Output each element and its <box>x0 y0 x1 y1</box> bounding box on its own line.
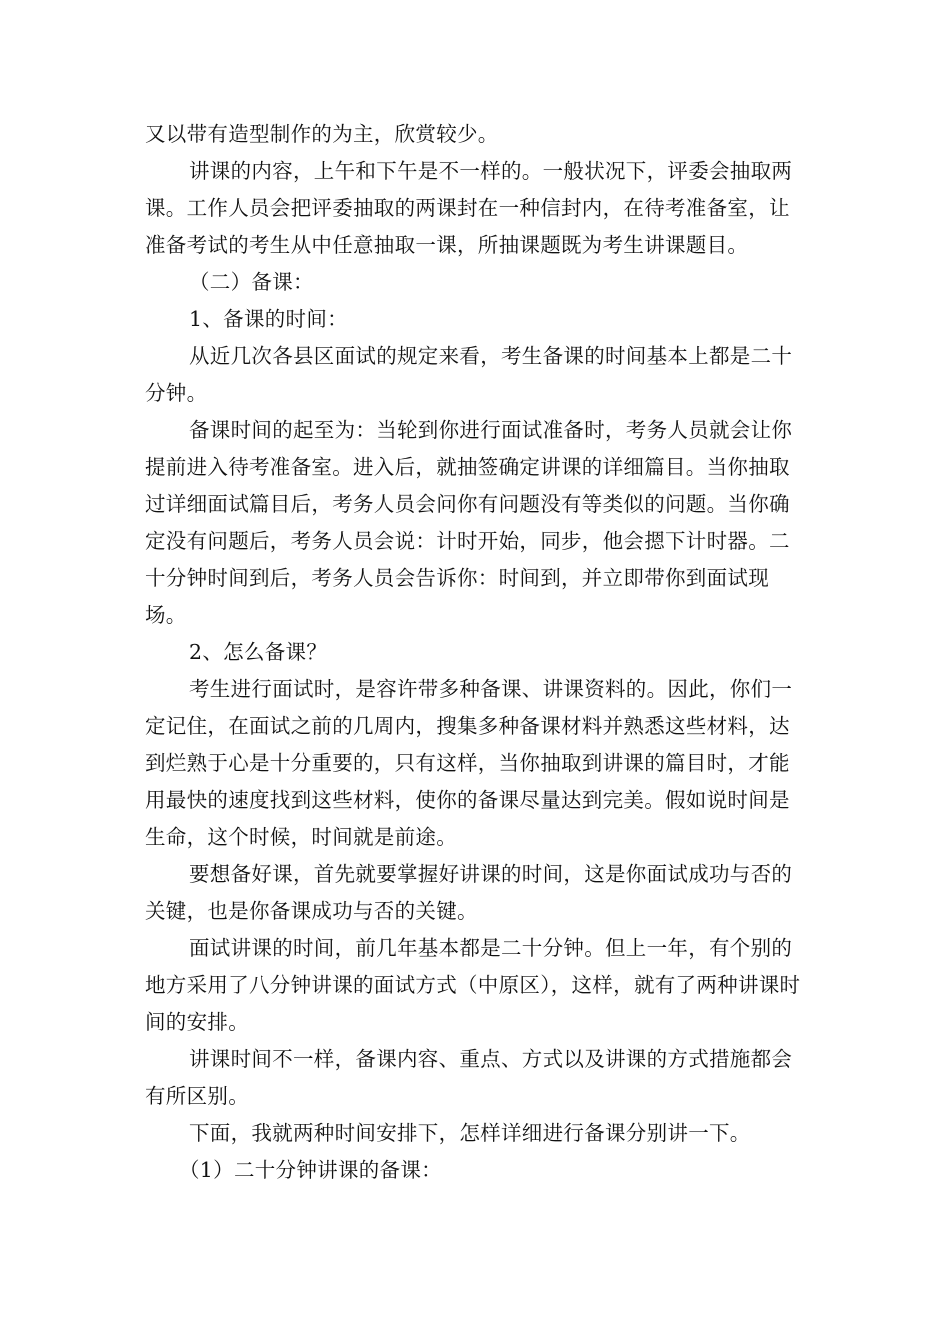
paragraph-preparation-process: 备课时间的起至为：当轮到你进行面试准备时，考务人员就会让你提前进入待考准备室。进入后，就抽签确定讲课的详细篇目。当你抽取过详细面试篇目后，考务人员会问你有问题没有等类似的问题。当你确定没有问题后，考务人员会说：计时开始，同步，他会摁下计时器。二十分钟时间到后，考务人员会告诉你：时间到，并立即带你到面试现场。 <box>145 418 793 627</box>
subheading-twenty-minute-preparation: （1）二十分钟讲课的备课： <box>179 1158 442 1182</box>
paragraph-materials-advice: 考生进行面试时，是容许带多种备课、讲课资料的。因此，你们一定记住，在面试之前的几周内，搜集多种备课材料并熟悉这些材料，达到烂熟于心是十分重要的，只有这样，当你抽取到讲课的篇目时，才能用最快的速度找到这些材料，使你的备课尽量达到完美。假如说时间是生命，这个时候，时间就是前途。 <box>145 677 793 849</box>
paragraph-lecture-content: 讲课的内容，上午和下午是不一样的。一般状况下，评委会抽取两课。工作人员会把评委抽取的两课封在一种信封内，在待考准备室，让准备考试的考生从中任意抽取一课，所抽课题既为考生讲课题目。 <box>145 159 793 257</box>
paragraph-continuation: 又以带有造型制作的为主，欣赏较少。 <box>145 122 499 146</box>
subheading-how-to-prepare: 2、怎么备课？ <box>189 640 328 664</box>
paragraph-method-difference: 讲课时间不一样，备课内容、重点、方式以及讲课的方式措施都会有所区别。 <box>145 1047 793 1108</box>
paragraph-introduction-next: 下面，我就两种时间安排下，怎样详细进行备课分别讲一下。 <box>189 1121 751 1145</box>
subheading-preparation-time: 1、备课的时间： <box>189 307 348 331</box>
paragraph-preparation-duration: 从近几次各县区面试的规定来看，考生备课的时间基本上都是二十分钟。 <box>145 344 793 405</box>
paragraph-lecture-duration: 面试讲课的时间，前几年基本都是二十分钟。但上一年，有个别的地方采用了八分钟讲课的面试方式（中原区），这样，就有了两种讲课时间的安排。 <box>145 936 801 1034</box>
section-heading-preparation: （二）备课： <box>189 270 314 294</box>
document-body <box>145 116 807 1189</box>
paragraph-time-management: 要想备好课，首先就要掌握好讲课的时间，这是你面试成功与否的关键，也是你备课成功与否的关键。 <box>145 862 793 923</box>
